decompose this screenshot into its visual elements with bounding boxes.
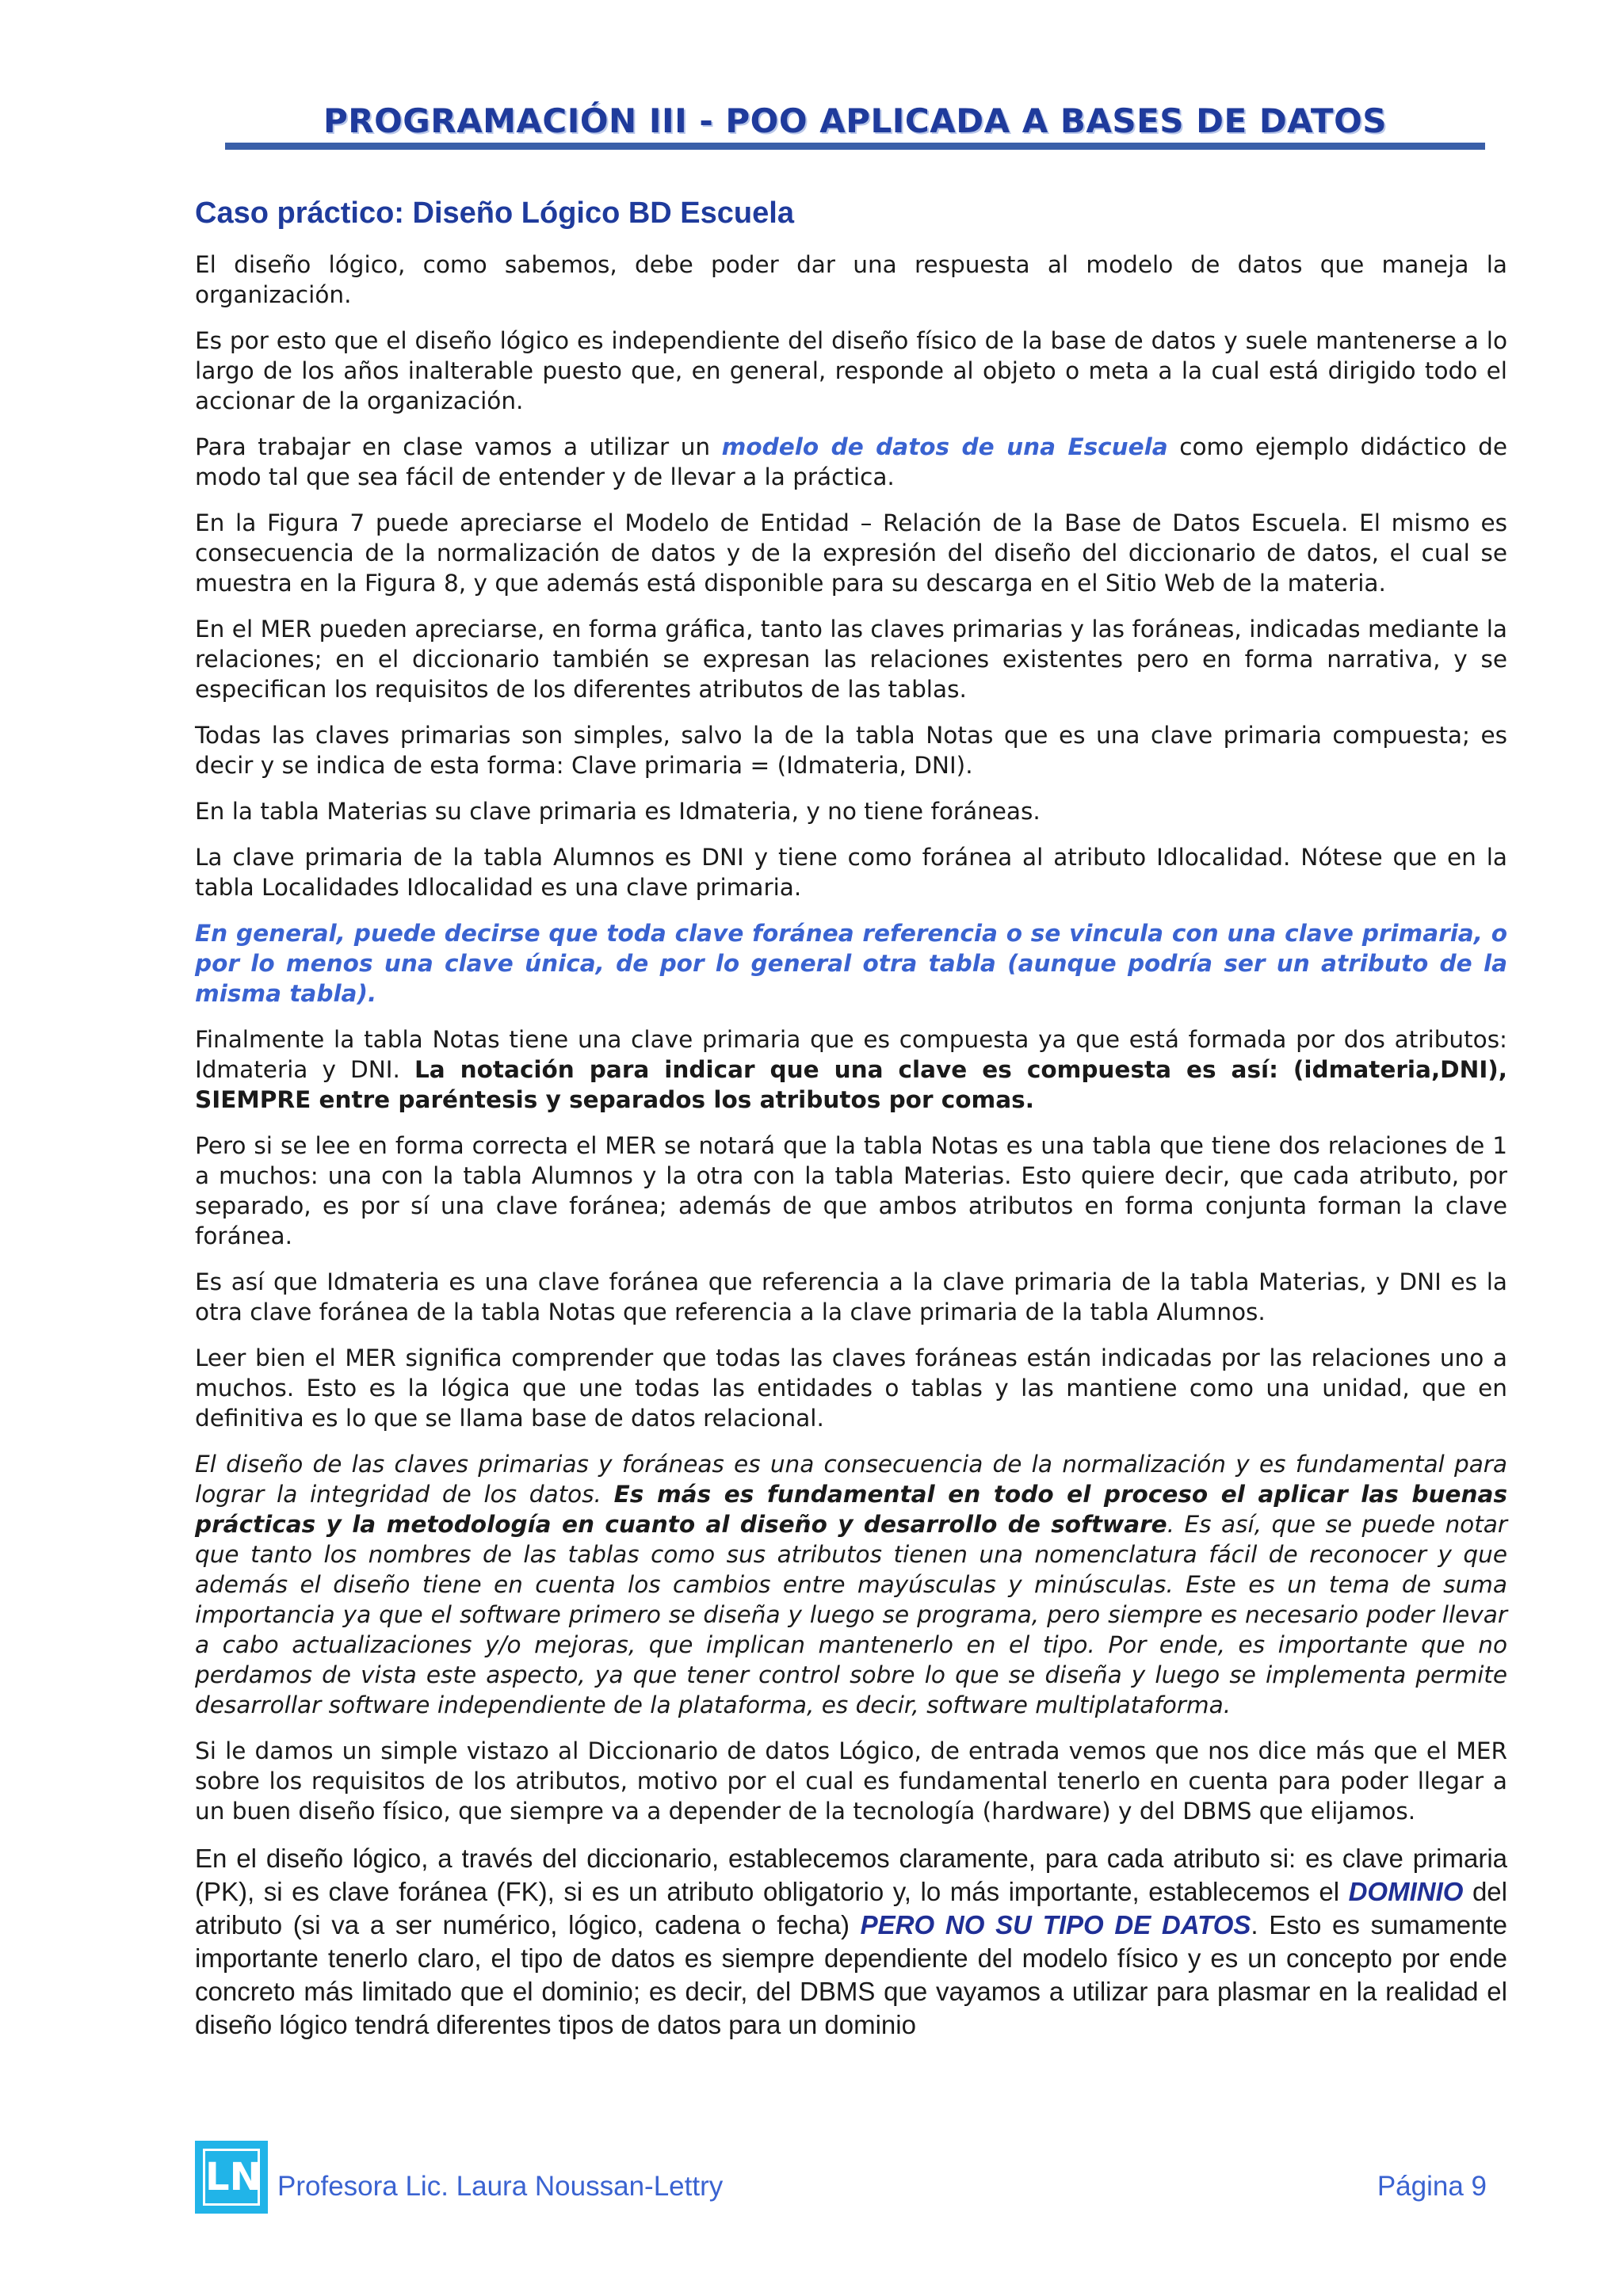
paragraph-1-text: El diseño lógico, como sabemos, debe poder dar una respuesta al modelo de datos que maneja la organización.	[195, 251, 1507, 308]
paragraph-7	[195, 796, 1507, 826]
paragraph-6-text: Todas las claves primarias son simples, salvo la de la tabla Notas que es una clave primaria compuesta; es decir y se indica de esta forma: Clave primaria = (Idmateria, DNI).	[195, 722, 1507, 779]
paragraph-16-text-mid: del atributo (si va a ser numérico, lógico, cadena o fecha)	[195, 1877, 1507, 1939]
paragraph-1	[195, 250, 1507, 310]
paragraph-14-text: El diseño de las claves primarias y foráneas es una consecuencia de la normalización y es fundamental para lograr la integridad de los datos.	[195, 1451, 1507, 1508]
paragraph-4-text: En la Figura 7 puede apreciarse el Modelo de Entidad – Relación de la Base de Datos Escuela. El mismo es consecuencia de la normalización de datos y de la expresión del diseño del diccionario de datos, el cual se muestra en la Figura 8, y que además está disponible para su descarga en el Sitio Web de la materia.	[195, 509, 1507, 597]
not-data-type-emphasis: PERO NO SU TIPO DE DATOS	[860, 1910, 1251, 1939]
paragraph-2-text: Es por esto que el diseño lógico es independiente del diseño físico de la base de datos y suele mantenerse a lo largo de los años inalterable puesto que, en general, responde al objeto o meta a la cual está dirigido todo el accionar de la organización.	[195, 327, 1507, 414]
paragraph-14-italic	[195, 1449, 1507, 1720]
paragraph-13-text: Leer bien el MER significa comprender que todas las claves foráneas están indicadas por las relaciones uno a muchos. Esto es la lógica que une todas las entidades o tablas y las mantiene como una unidad, que en definitiva es lo que se llama base de datos relacional.	[195, 1344, 1507, 1432]
paragraph-8	[195, 842, 1507, 902]
logo-monogram: LN	[203, 2149, 260, 2206]
header-divider	[225, 143, 1485, 150]
paragraph-11-text: Pero si se lee en forma correcta el MER se notará que la tabla Notas es una tabla que tiene dos relaciones de 1 a muchos: una con la tabla Alumnos y la otra con la tabla Materias. Esto quiere decir, que cada atributo, por separado, es por sí una clave foránea; además de que ambos atributos en forma conjunta forman la clave foránea.	[195, 1132, 1507, 1249]
paragraph-4	[195, 508, 1507, 598]
footer-author: Profesora Lic. Laura Noussan-Lettry	[277, 2171, 724, 2202]
document-body	[195, 196, 1507, 2042]
paragraph-7-text: En la tabla Materias su clave primaria es Idmateria, y no tiene foráneas.	[195, 798, 1041, 825]
paragraph-9-highlight	[195, 918, 1507, 1009]
paragraph-15	[195, 1736, 1507, 1826]
dominio-emphasis: DOMINIO	[1348, 1877, 1464, 1906]
paragraph-16-text-end: . Esto es sumamente importante tenerlo claro, el tipo de datos es siempre dependiente del modelo físico y es un concepto por ende concreto más limitado que el dominio; es decir, del DBMS que vayamos a utilizar para plasmar en la realidad el diseño lógico tendrá diferentes tipos de datos para un dominio	[195, 1910, 1507, 2039]
paragraph-3-text-end: como ejemplo didáctico de modo tal que sea fácil de entender y de llevar a la práctica.	[195, 433, 1507, 490]
paragraph-10-text: Finalmente la tabla Notas tiene una clave primaria que es compuesta ya que está formada por dos atributos: Idmateria y DNI.	[195, 1026, 1507, 1083]
paragraph-14-text-end: . Es así, que se puede notar que tanto los nombres de las tablas como sus atributos tienen una nomenclatura fácil de reconocer y que además el diseño tiene en cuenta los cambios entre mayúsculas y minúsculas. Este es un tema de suma importancia ya que el software primero se diseña y luego se programa, pero siempre es necesario poder llevar a cabo actualizaciones y/o mejoras, que implican mantenerlo en el tipo. Por ende, es importante que no perdamos de vista este aspecto, ya que tener control sobre lo que se diseña y luego se implementa permite desarrollar software independiente de la plataforma, es decir, software multiplataforma.	[195, 1511, 1507, 1718]
paragraph-11	[195, 1131, 1507, 1251]
paragraph-16	[195, 1842, 1507, 2042]
paragraph-5-text: En el MER pueden apreciarse, en forma gráfica, tanto las claves primarias y las foráneas, indicadas mediante la relaciones; en el diccionario también se expresan las relaciones existentes pero en forma narrativa, y se especifican los requisitos de los diferentes atributos de las tablas.	[195, 616, 1507, 703]
paragraph-3-text: Para trabajar en clase vamos a utilizar un	[195, 433, 722, 460]
best-practices-emphasis: Es más es fundamental en todo el proceso el aplicar las buenas prácticas y la metodología en cuanto al diseño y desarrollo de software	[195, 1481, 1508, 1538]
school-data-model-emphasis: modelo de datos de una Escuela	[721, 433, 1168, 460]
paragraph-5	[195, 614, 1507, 704]
section-title: Caso práctico: Diseño Lógico BD Escuela	[195, 196, 794, 230]
paragraph-10	[195, 1024, 1507, 1115]
paragraph-3	[195, 432, 1507, 492]
composite-key-notation: La notación para indicar que una clave es compuesta es así: (idmateria,DNI), SIEMPRE entre paréntesis y separados los atributos por comas.	[195, 1056, 1507, 1113]
paragraph-12-text: Es así que Idmateria es una clave foránea que referencia a la clave primaria de la tabla Materias, y DNI es la otra clave foránea de la tabla Notas que referencia a la clave primaria de la tabla Alumnos.	[195, 1268, 1507, 1325]
foreign-key-highlight: En general, puede decirse que toda clave foránea referencia o se vincula con una clave primaria, o por lo menos una clave única, de por lo general otra tabla (aunque podría ser un atributo de la misma tabla).	[195, 920, 1507, 1007]
paragraph-13	[195, 1343, 1507, 1433]
paragraph-15-text: Si le damos un simple vistazo al Diccionario de datos Lógico, de entrada vemos que nos dice más que el MER sobre los requisitos de los atributos, motivo por el cual es fundamental tenerlo en cuenta para poder llegar a un buen diseño físico, que siempre va a depender de la tecnología (hardware) y del DBMS que elijamos.	[195, 1737, 1507, 1825]
author-logo-icon	[195, 2141, 268, 2214]
paragraph-8-text: La clave primaria de la tabla Alumnos es DNI y tiene como foránea al atributo Idlocalidad. Nótese que en la tabla Localidades Idlocalidad es una clave primaria.	[195, 844, 1507, 901]
paragraph-6	[195, 720, 1507, 780]
paragraph-2	[195, 326, 1507, 416]
paragraph-16-text: En el diseño lógico, a través del diccionario, establecemos claramente, para cada atributo si: es clave primaria (PK), si es clave foránea (FK), si es un atributo obligatorio y, lo más importante, establecemos el	[195, 1844, 1507, 1906]
page-header-title: PROGRAMACIÓN III - POO APLICADA A BASES DE DATOS	[323, 101, 1388, 140]
page-number: Página 9	[1377, 2171, 1487, 2202]
paragraph-12	[195, 1267, 1507, 1327]
